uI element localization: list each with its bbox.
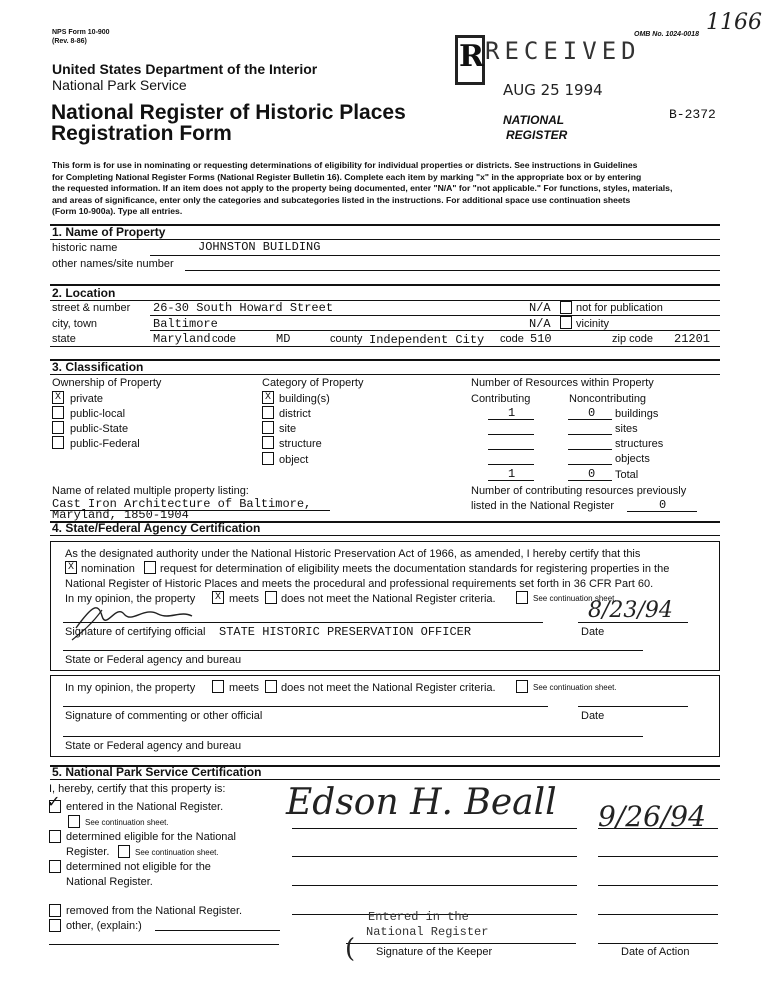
intro-line: for Completing National Register Forms (National Register Bulletin 16). Complete each item by marking "x" in the appropriate box or by entering: [52, 171, 642, 182]
see-continuation-2-label: See continuation sheet.: [533, 683, 617, 692]
street-label: street & number: [52, 302, 131, 314]
county-label: county: [330, 333, 363, 345]
county-code-value: 510: [530, 332, 552, 346]
intro-line: and areas of significance, enter only the categories and subcategories listed in the instructions. For additional space use continuation sheets: [52, 194, 631, 205]
opinion-label: In my opinion, the property: [65, 593, 196, 605]
field-line: [150, 255, 720, 256]
not-eligible-checkbox[interactable]: [49, 860, 61, 873]
determined-eligible-checkbox[interactable]: [49, 830, 61, 843]
request-checkbox[interactable]: [144, 561, 156, 574]
other-label: other, (explain:): [66, 920, 142, 932]
stamp-r: R: [459, 39, 484, 74]
objects-label: objects: [615, 453, 650, 465]
form-number: NPS Form 10-900: [52, 29, 110, 36]
not-for-publication-checkbox[interactable]: [560, 301, 572, 314]
field-line: [150, 315, 720, 316]
date-line: [578, 622, 688, 623]
certification-date: 8/23/94: [588, 598, 673, 623]
entered-continuation-label: See continuation sheet.: [85, 818, 169, 827]
certifying-signature: [62, 596, 222, 646]
zip-value: 21201: [674, 332, 711, 346]
field-line: [150, 330, 720, 331]
intro-text: [52, 160, 672, 218]
ownership-public-federal-checkbox[interactable]: [52, 436, 64, 449]
na-vicinity: N/A: [529, 317, 551, 331]
section-4-heading: 4. State/Federal Agency Certification: [52, 521, 261, 535]
count-line: [568, 449, 612, 450]
count-line: [568, 419, 612, 420]
city-value: Baltimore: [153, 317, 218, 331]
signature-line: [292, 828, 577, 829]
section-2-heading: 2. Location: [52, 286, 116, 300]
sites-label: sites: [615, 423, 638, 435]
multiple-listing-value-2: Maryland, 1850-1904: [52, 508, 189, 522]
section-rule: [50, 239, 720, 240]
certifying-title: STATE HISTORIC PRESERVATION OFFICER: [219, 625, 472, 639]
nps-cert-intro: I, hereby, certify that this property is:: [49, 783, 226, 795]
ownership-public-local-label: public-local: [70, 408, 126, 420]
historic-name-value: JOHNSTON BUILDING: [198, 240, 321, 254]
not-eligible-label: determined not eligible for the: [66, 861, 211, 873]
section-1-heading: 1. Name of Property: [52, 225, 166, 239]
intro-line: This form is for use in nominating or requesting determinations of eligibility for individual properties or districts. See instructions in Guidelines: [52, 160, 638, 170]
signature-line: [63, 622, 543, 623]
nomination-checkbox[interactable]: X: [65, 561, 77, 574]
category-district-label: district: [279, 408, 311, 420]
does-not-meet-checkbox[interactable]: [265, 591, 277, 604]
total-label: Total: [615, 469, 639, 481]
signature-line: [292, 856, 577, 857]
initials-mark: (: [345, 934, 356, 964]
field-line: [155, 930, 280, 931]
ownership-public-federal-label: public-Federal: [70, 438, 140, 450]
structures-label: structures: [615, 438, 664, 450]
field-line: [185, 270, 720, 271]
removed-checkbox[interactable]: [49, 904, 61, 917]
section-5-heading: 5. National Park Service Certification: [52, 765, 262, 779]
city-label: city, town: [52, 318, 98, 330]
noncontributing-heading: Noncontributing: [569, 393, 647, 405]
see-continuation-2-checkbox[interactable]: [516, 680, 528, 693]
count-line: [488, 449, 534, 450]
ownership-private-checkbox[interactable]: X: [52, 391, 64, 404]
commenting-signature-label: Signature of commenting or other official: [65, 710, 263, 722]
date-line: [578, 706, 688, 707]
stamp-register: REGISTER: [506, 128, 568, 142]
certifying-signature-label: Signature of certifying official: [65, 626, 206, 638]
category-object-checkbox[interactable]: [262, 452, 274, 465]
ownership-public-state-label: public-State: [70, 423, 129, 435]
bureau-line: [63, 650, 643, 651]
bureau-line: [63, 736, 643, 737]
category-site-checkbox[interactable]: [262, 421, 274, 434]
state-code-value: MD: [276, 332, 291, 346]
not-for-publication-label: not for publication: [576, 302, 663, 314]
meets-2-checkbox[interactable]: [212, 680, 224, 693]
keeper-signature: Edson H. Beall: [286, 782, 557, 823]
service-name: National Park Service: [52, 77, 187, 93]
form-revision: (Rev. 8-86): [52, 38, 87, 45]
street-value: 26-30 South Howard Street: [153, 301, 334, 315]
category-object-label: object: [279, 454, 309, 466]
reference-number: B-2372: [669, 107, 716, 122]
multiple-listing-label: Name of related multiple property listing:: [52, 485, 249, 497]
received-stamp: [455, 35, 645, 99]
see-continuation-checkbox[interactable]: [516, 591, 528, 604]
determined-eligible-label: determined eligible for the National: [66, 831, 236, 843]
commenting-date-label: Date: [581, 710, 605, 722]
form-title: National Register of Historic Places: [51, 101, 406, 124]
form-subtitle: Registration Form: [51, 122, 232, 145]
section-3-heading: 3. Classification: [52, 360, 144, 374]
other-names-label: other names/site number: [52, 258, 174, 270]
category-heading: Category of Property: [262, 377, 364, 389]
bureau-2-label: State or Federal agency and bureau: [65, 740, 242, 752]
category-structure-label: structure: [279, 438, 322, 450]
does-not-meet-label: does not meet the National Register criteria.: [281, 593, 496, 605]
handwritten-number: 1166: [706, 10, 762, 35]
state-code-label: code: [212, 333, 236, 345]
entered-label: entered in the National Register.: [66, 801, 224, 813]
count-line: [568, 434, 612, 435]
category-district-checkbox[interactable]: [262, 406, 274, 419]
field-line: [50, 346, 720, 347]
keeper-signature-label: Signature of the Keeper: [376, 946, 493, 958]
date-line: [598, 914, 718, 915]
vicinity-label: vicinity: [576, 318, 610, 330]
signature-line: [63, 706, 548, 707]
meets-checkbox[interactable]: X: [212, 591, 224, 604]
section-rule: [50, 374, 720, 375]
intro-line: (Form 10-900a). Type all entries.: [52, 206, 183, 216]
removed-label: removed from the National Register.: [66, 905, 243, 917]
category-site-label: site: [279, 423, 297, 435]
buildings-label: buildings: [615, 408, 659, 420]
county-value: Independent City: [369, 333, 485, 347]
signature-line: [292, 885, 577, 886]
count-line: [568, 480, 612, 481]
vicinity-checkbox[interactable]: [560, 316, 572, 329]
entered-stamp-line-2: National Register: [366, 925, 489, 939]
stamp-national: NATIONAL: [503, 113, 565, 127]
na-publication: N/A: [529, 301, 551, 315]
category-building-checkbox[interactable]: X: [262, 391, 274, 404]
noncontributing-buildings: 0: [588, 406, 596, 420]
signature-line: [346, 943, 576, 944]
department-name: United States Department of the Interior: [52, 61, 318, 77]
historic-name-label: historic name: [52, 242, 118, 254]
keeper-date: 9/26/94: [598, 800, 706, 833]
omb-number: OMB No. 1024-0018: [634, 31, 699, 38]
zip-label: zip code: [612, 333, 653, 345]
eligible-continuation-checkbox[interactable]: [118, 845, 130, 858]
category-building-label: building(s): [279, 393, 330, 405]
stamp-date: AUG 25 1994: [503, 81, 603, 99]
certification-date-label: Date: [581, 626, 605, 638]
eligible-continuation-label: See continuation sheet.: [135, 848, 219, 857]
date-line: [598, 856, 718, 857]
date-line: [598, 885, 718, 886]
previously-listed-label: Number of contributing resources previously: [471, 485, 687, 497]
contributing-total: 1: [508, 467, 516, 481]
section-rule: [50, 779, 720, 780]
noncontributing-total: 0: [588, 467, 596, 481]
resources-heading: Number of Resources within Property: [471, 377, 654, 389]
multiple-listing-value: Cast Iron Architecture of Baltimore,: [52, 497, 312, 511]
ownership-heading: Ownership of Property: [52, 377, 162, 389]
determined-eligible-label-2: Register.: [66, 846, 110, 858]
previously-listed-label-2: listed in the National Register: [471, 500, 615, 512]
state-value: Maryland: [153, 332, 211, 346]
stamp-received-text: RECEIVED: [485, 37, 641, 65]
state-label: state: [52, 333, 76, 345]
section-rule: [50, 535, 720, 536]
cert-paragraph-3: National Register of Historic Places and meets the procedural and professional requirements set forth in 36 CFR Part 60.: [65, 578, 654, 590]
intro-line: the requested information. If an item does not apply to the property being documented, enter "N/A" for "not applicable." For functions, styles, materials,: [52, 183, 673, 193]
previously-listed-value: 0: [659, 498, 667, 512]
count-line: [488, 480, 534, 481]
cert-paragraph-1: As the designated authority under the National Historic Preservation Act of 1966, as amended, I hereby certify that this: [65, 548, 641, 560]
category-structure-checkbox[interactable]: [262, 436, 274, 449]
bureau-label: State or Federal agency and bureau: [65, 654, 242, 666]
field-line: [627, 511, 697, 512]
date-line: [598, 943, 718, 944]
section-rule: [50, 284, 720, 286]
date-of-action-label: Date of Action: [621, 946, 690, 958]
field-line: [49, 944, 279, 945]
does-not-meet-2-checkbox[interactable]: [265, 680, 277, 693]
meets-label: meets: [229, 593, 259, 605]
county-code-label: code: [500, 333, 524, 345]
count-line: [488, 464, 534, 465]
date-line: [598, 828, 718, 829]
count-line: [488, 434, 534, 435]
cert-paragraph-2: request for determination of eligibility meets the documentation standards for registering properties in the: [160, 563, 670, 575]
section-rule: [50, 300, 720, 301]
entered-stamp-line-1: Entered in the: [368, 910, 469, 924]
meets-2-label: meets: [229, 682, 259, 694]
contributing-buildings: 1: [508, 406, 516, 420]
nomination-label: nomination: [81, 563, 135, 575]
other-checkbox[interactable]: [49, 919, 61, 932]
entered-continuation-checkbox[interactable]: [68, 815, 80, 828]
contributing-heading: Contributing: [471, 393, 531, 405]
section-rule: [50, 359, 720, 361]
does-not-meet-2-label: does not meet the National Register criteria.: [281, 682, 496, 694]
ownership-public-local-checkbox[interactable]: [52, 406, 64, 419]
count-line: [568, 464, 612, 465]
see-continuation-label: See continuation sheet.: [533, 594, 617, 603]
ownership-private-label: private: [70, 393, 104, 405]
not-eligible-label-2: National Register.: [66, 876, 153, 888]
opinion-2-label: In my opinion, the property: [65, 682, 196, 694]
check-mark-icon: ✓: [47, 794, 61, 811]
count-line: [488, 419, 534, 420]
ownership-public-state-checkbox[interactable]: [52, 421, 64, 434]
